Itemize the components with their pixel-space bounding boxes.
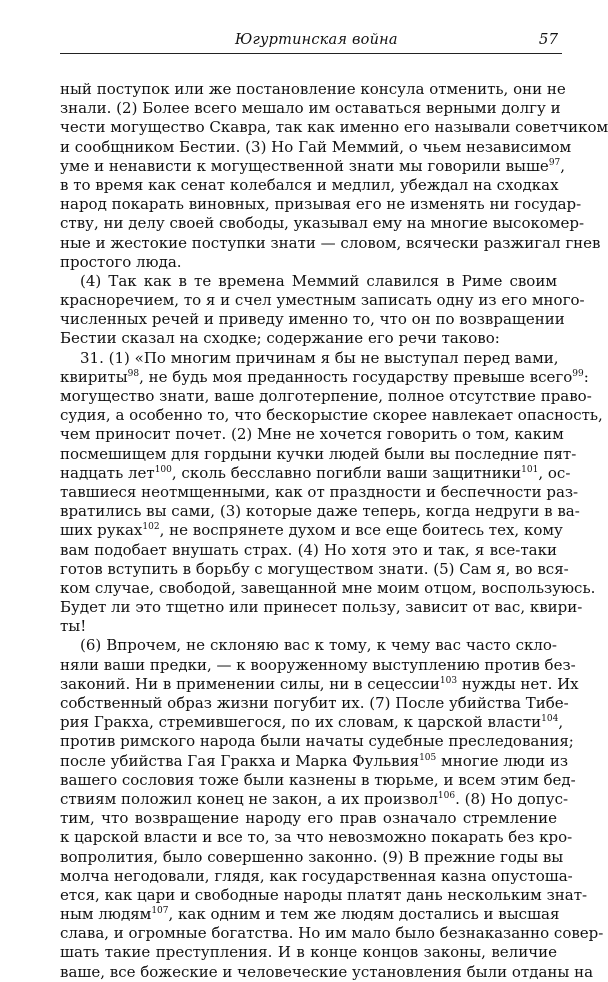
text-line: ваше, все божеские и человеческие установления были отданы на: [60, 962, 594, 981]
text-line: молча негодовали, глядя, как государственная казна опустоша-: [60, 866, 573, 885]
text-line: Бестии сказал на сходке; содержание его речи таково:: [60, 329, 500, 348]
text-line: шать такие преступления. И в конце концов законы, величие: [60, 943, 557, 962]
text-line: знали. (2) Более всего мешало им оставаться верными долгу и: [60, 99, 561, 118]
text-line: народ покарать виновных, призывая его не изменять ни государ-: [60, 195, 582, 214]
text-line: уме и ненависти к могущественной знати мы говорили выше$^{97}$,: [60, 156, 566, 175]
footnote-ref[interactable]: 101: [521, 464, 539, 475]
text-line: численных речей и приведу именно то, что он по возвращении: [60, 310, 565, 329]
text-line: чем приносит почет. (2) Мне не хочется говорить о том, каким: [60, 425, 564, 444]
text-line: против римского народа были начаты судебные преследования;: [60, 732, 574, 751]
footnote-ref[interactable]: 97: [548, 157, 561, 168]
text-line: ется, как цари и свободные народы платят дань нескольким знат-: [60, 885, 588, 904]
text-line: красноречием, то я и счел уместным записать одну из его много-: [60, 291, 585, 310]
text-line: чести могущество Скавра, так как именно его называли советчиком: [60, 118, 608, 137]
text-line: рия Гракха, стремившегося, по их словам, к царской власти$^{104}$,: [60, 713, 564, 732]
body-text: [60, 80, 608, 982]
footnote-ref[interactable]: 103: [439, 675, 458, 686]
text-line: судия, а особенно то, что бескорыстие скорее навлекает опасность,: [60, 406, 603, 425]
text-line: (4) Так как в те времена Меммий славился в Риме своим: [80, 271, 557, 290]
text-line: Будет ли это тщетно или принесет пользу, зависит от вас, квири-: [60, 598, 583, 617]
footnote-ref[interactable]: 106: [437, 790, 456, 801]
text-line: собственный образ жизни погубит их. (7) После убийства Тибе-: [60, 694, 569, 712]
page-header: [60, 26, 562, 50]
running-title: Югуртинская война: [235, 32, 398, 48]
footnote-ref[interactable]: 98: [127, 368, 140, 379]
text-line: посмешищем для гордыни кучки людей были вы последние пят-: [60, 444, 577, 463]
text-line: ным людям$^{107}$, как одним и тем же людям достались и высшая: [60, 905, 560, 924]
text-line: вам подобает внушать страх. (4) Но хотя это и так, я все-таки: [60, 540, 557, 559]
footnote-ref[interactable]: 104: [541, 714, 559, 725]
footnote-ref[interactable]: 100: [154, 464, 172, 475]
text-line: ствиям положил конец не закон, а их произвол$^{106}$. (8) Но допус-: [60, 789, 569, 808]
text-line: простого люда.: [60, 252, 182, 271]
text-line: ком случае, свободой, завещанной мне моим отцом, воспользуюсь.: [60, 578, 596, 597]
text-line: вратились вы сами, (3) которые даже теперь, когда недруги в ва-: [60, 502, 580, 521]
footnote-ref[interactable]: 99: [572, 368, 584, 379]
text-line: могущество знати, ваше долготерпение, полное отсутствие право-: [60, 387, 592, 405]
text-line: тавшиеся неотмщенными, как от праздности и беспечности раз-: [60, 482, 579, 501]
text-line: вопролития, было совершенно законно. (9) В прежние годы вы: [60, 847, 564, 866]
text-line: готов вступить в борьбу с могуществом знати. (5) Сам я, во вся-: [60, 559, 569, 578]
text-line: ству, ни делу своей свободы, указывал ему на многие высокомер-: [60, 214, 585, 233]
page-number: 57: [538, 30, 558, 48]
text-line: 31. (1) «По многим причинам я бы не выступал перед вами,: [80, 348, 559, 367]
text-line: законий. Ни в применении силы, ни в сецессии$^{103}$ нужды нет. Их: [60, 674, 579, 693]
text-line: ты!: [60, 617, 87, 636]
text-line: надцать лет$^{100}$, сколь бесславно погибли ваши защитники$^{101}$, ос-: [60, 463, 571, 482]
footnote-ref[interactable]: 107: [151, 906, 169, 917]
text-line: после убийства Гая Гракха и Марка Фульвия$^{105}$ многие люди из: [60, 751, 568, 770]
footnote-ref[interactable]: 102: [142, 522, 160, 533]
text-line: ших руках$^{102}$, не воспрянете духом и все еще боитесь тех, кому: [60, 521, 563, 540]
text-line: ные и жестокие поступки знати — словом, всячески разжигал гнев: [60, 233, 601, 252]
text-line: и сообщником Бестии. (3) Но Гай Меммий, о чьем независимом: [60, 137, 572, 156]
text-line: ный поступок или же постановление консула отменить, они не: [60, 80, 566, 98]
text-line: квириты$^{98}$, не будь моя преданность государству превыше всего$^{99}$:: [60, 367, 589, 386]
text-line: в то время как сенат колебался и медлил, убеждал на сходках: [60, 175, 559, 194]
header-rule: [60, 53, 562, 54]
footnote-ref[interactable]: 105: [419, 752, 437, 763]
text-line: (6) Впрочем, не склоняю вас к тому, к чему вас часто скло-: [80, 636, 557, 655]
text-line: тим, что возвращение народу его прав означало стремление: [60, 809, 557, 828]
text-line: няли ваши предки, — к вооруженному выступлению против без-: [60, 655, 576, 674]
text-line: слава, и огромные богатства. Но им мало было безнаказанно совер-: [60, 924, 604, 943]
text-line: вашего сословия тоже были казнены в тюрьме, и всем этим бед-: [60, 770, 576, 789]
text-line: к царской власти и все то, за что невозможно покарать без кро-: [60, 828, 573, 847]
